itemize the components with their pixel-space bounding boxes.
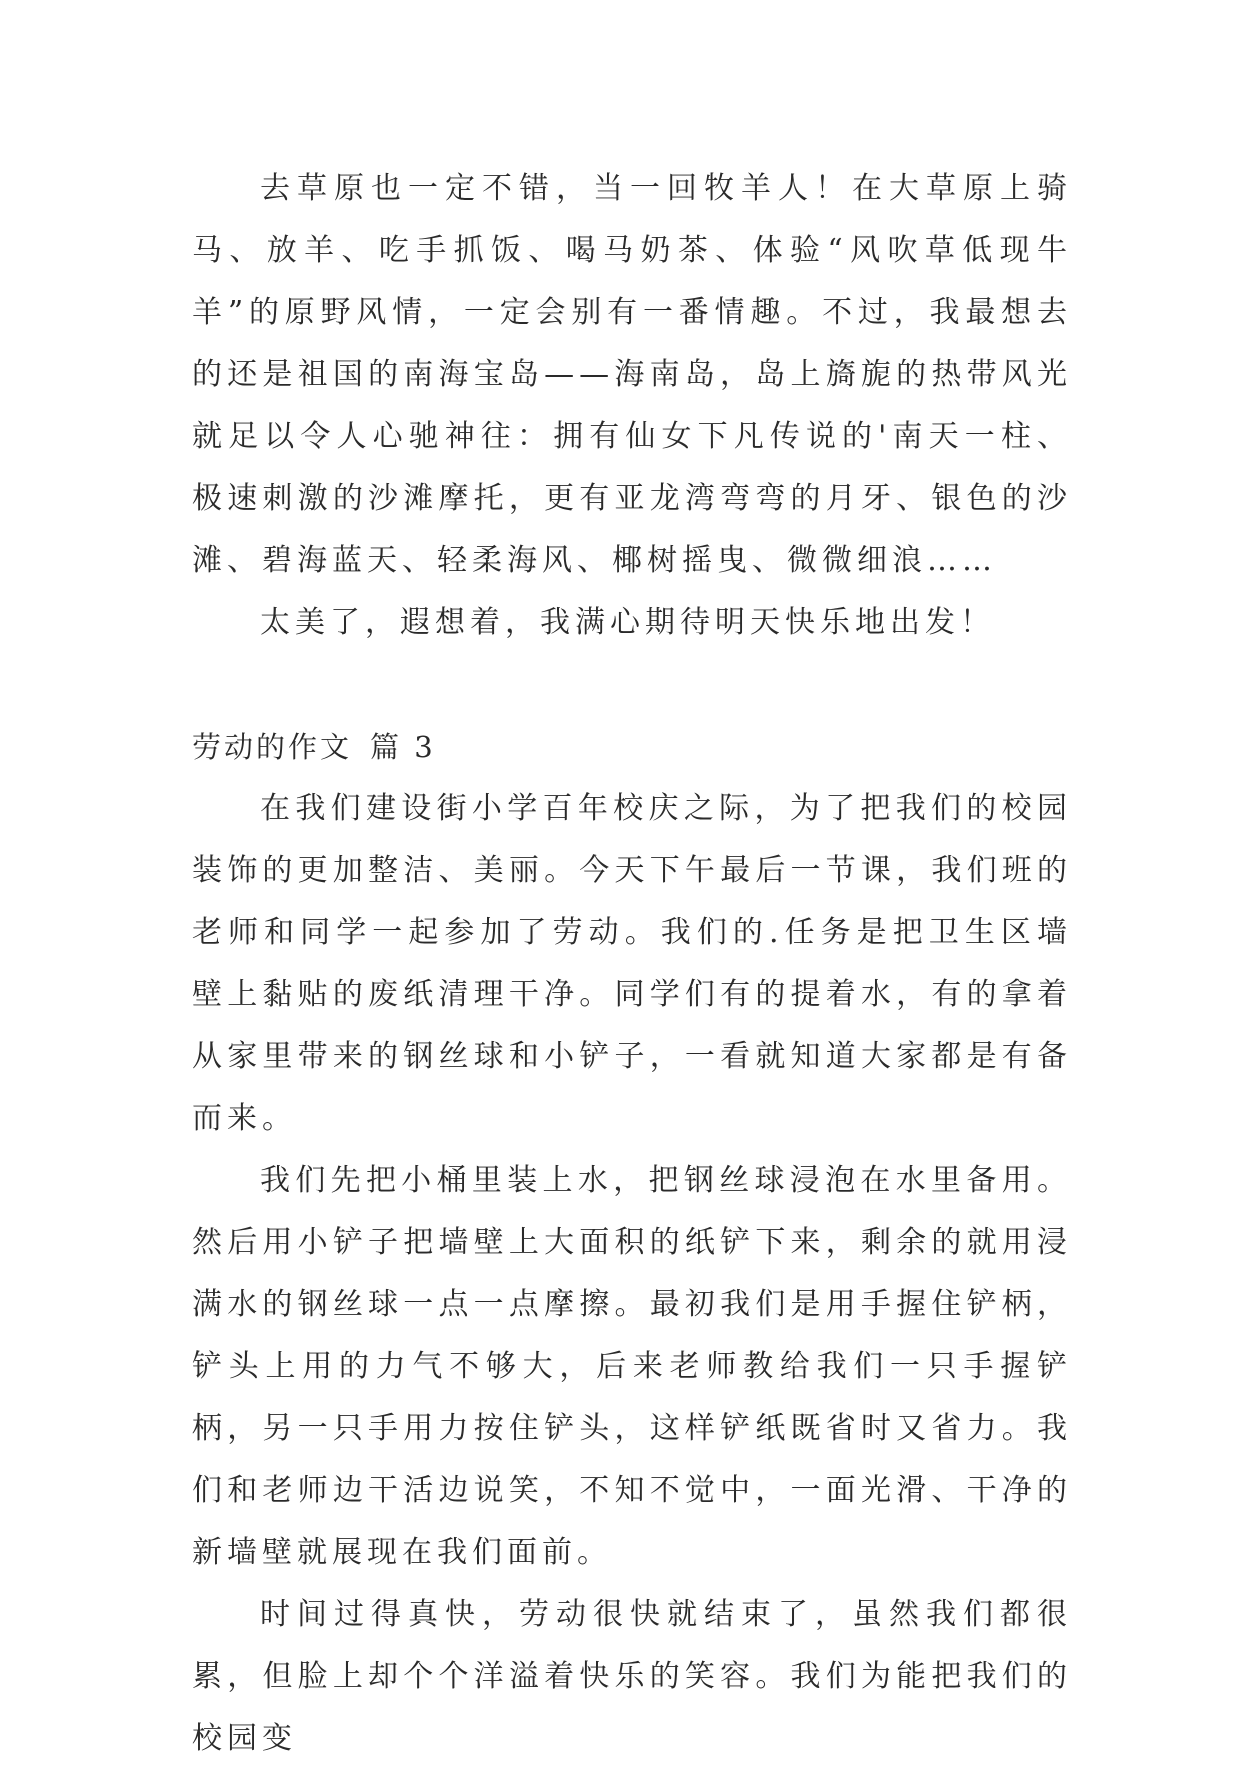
paragraph-grassland: 去草原也一定不错，当一回牧羊人！在大草原上骑马、放羊、吃手抓饭、喝马奶茶、体验“风吹草低现牛羊”的原野风情，一定会别有一番情趣。不过，我最想去的还是祖国的南海宝岛——海南岛，岛上旖旎的热带风光就足以令人心驰神往：拥有仙女下凡传说的'南天一柱、极速刺激的沙滩摩托，更有亚龙湾弯弯的月牙、银色的沙滩、碧海蓝天、轻柔海风、椰树摇曳、微微细浪…… (192, 171, 1072, 578)
section-spacer (192, 654, 1072, 716)
paragraph-anticipation: 太美了，遐想着，我满心期待明天快乐地出发！ (260, 605, 995, 640)
section-number: 篇 3 (370, 730, 436, 764)
section-heading (192, 716, 1072, 778)
paragraph-conclusion: 时间过得真快，劳动很快就结束了，虽然我们都很累，但脸上却个个洋溢着快乐的笑容。我们为能把我们的校园变 (192, 1597, 1072, 1756)
paragraph-cleaning-process: 我们先把小桶里装上水，把钢丝球浸泡在水里备用。然后用小铲子把墙壁上大面积的纸铲下来，剩余的就用浸满水的钢丝球一点一点摩擦。最初我们是用手握住铲柄，铲头上用的力气不够大，后来老师教给我们一只手握铲柄，另一只手用力按住铲头，这样铲纸既省时又省力。我们和老师边干活边说笑，不知不觉中，一面光滑、干净的新墙壁就展现在我们面前。 (192, 1163, 1072, 1570)
section-title: 劳动的作文 (192, 730, 353, 764)
paragraph-school-anniversary: 在我们建设街小学百年校庆之际，为了把我们的校园装饰的更加整洁、美丽。今天下午最后一节课，我们班的老师和同学一起参加了劳动。我们的.任务是把卫生区墙壁上黏贴的废纸清理干净。同学们有的提着水，有的拿着从家里带来的钢丝球和小铲子，一看就知道大家都是有备而来。 (192, 791, 1072, 1136)
document-body (192, 158, 1072, 1770)
